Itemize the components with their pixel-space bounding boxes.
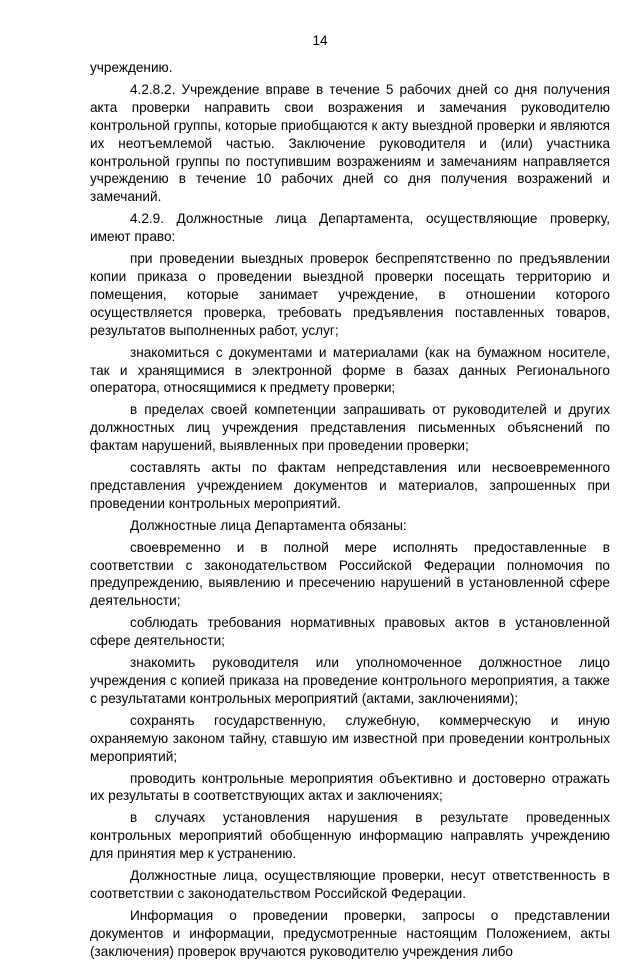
paragraph: в пределах своей компетенции запрашивать от руководителей и других должностных лиц учреждения представления письменных объяснений по фактам нарушений, выявленных при проведении проверки;: [90, 402, 610, 454]
paragraph: проводить контрольные мероприятия объективно и достоверно отражать их результаты в соответствующих актах и заключениях;: [90, 770, 610, 804]
paragraph: Информация о проведении проверки, запросы о представлении документов и информации, предусмотренные настоящим Положением, акты (заключения) проверок вручаются руководителю учреждения либо: [90, 907, 610, 959]
page-body: [90, 59, 610, 965]
paragraph: при проведении выездных проверок беспрепятственно по предъявлении копии приказа о проведении выездной проверки посещать территорию и помещения, которые занимает учреждение, в отношении которого осуществляется проверка, требовать предъявления поставленных товаров, результатов выполненных работ, услуг;: [90, 251, 610, 338]
paragraph: учреждению.: [90, 60, 173, 75]
page-number: 14: [312, 33, 328, 48]
paragraph: сохранять государственную, служебную, коммерческую и иную охраняемую законом тайну, ставшую им известной при проведении контрольных мероприятий;: [90, 712, 610, 764]
paragraph: составлять акты по фактам непредставления или несвоевременного представления учреждением документов и материалов, запрошенных при проведении контрольных мероприятий.: [90, 460, 610, 511]
paragraph: знакомиться с документами и материалами (как на бумажном носителе, так и хранящимися в электронной форме в базах данных Регионального оператора, относящимися к предмету проверки;: [90, 344, 610, 396]
paragraph: знакомить руководителя или уполномоченное должностное лицо учреждения с копией приказа на проведение контрольного мероприятия, а также с результатами контрольных мероприятий (актами, заключениями);: [90, 655, 610, 706]
paragraph: в случаях установления нарушения в результате проведенных контрольных мероприятий обобщенную информацию направлять учреждению для принятия мер к устранению.: [90, 810, 610, 862]
paragraph: 4.2.8.2. Учреждение вправе в течение 5 рабочих дней со дня получения акта проверки направить свои возражения и замечания руководителю контрольной группы, которые приобщаются к акту выездной проверки и являются их неотъемлемой частью. Заключение руководителя и (или) участника контрольной группы по поступившим возражениям и замечаниям направляется учреждению в течение 10 рабочих дней со дня получения возражений и замечаний.: [90, 81, 610, 205]
paragraph: Должностные лица, осуществляющие проверки, несут ответственность в соответствии с законодательством Российской Федерации.: [90, 868, 610, 901]
paragraph: соблюдать требования нормативных правовых актов в установленной сфере деятельности;: [90, 615, 610, 649]
paragraph: своевременно и в полной мере исполнять предоставленные в соответствии с законодательством Российской Федерации полномочия по предупреждению, выявлению и пресечению нарушений в установленной сфере деятельности;: [90, 539, 610, 609]
paragraph: Должностные лица Департамента обязаны:: [130, 517, 407, 533]
paragraph: 4.2.9. Должностные лица Департамента, осуществляющие проверку, имеют право:: [90, 211, 610, 245]
